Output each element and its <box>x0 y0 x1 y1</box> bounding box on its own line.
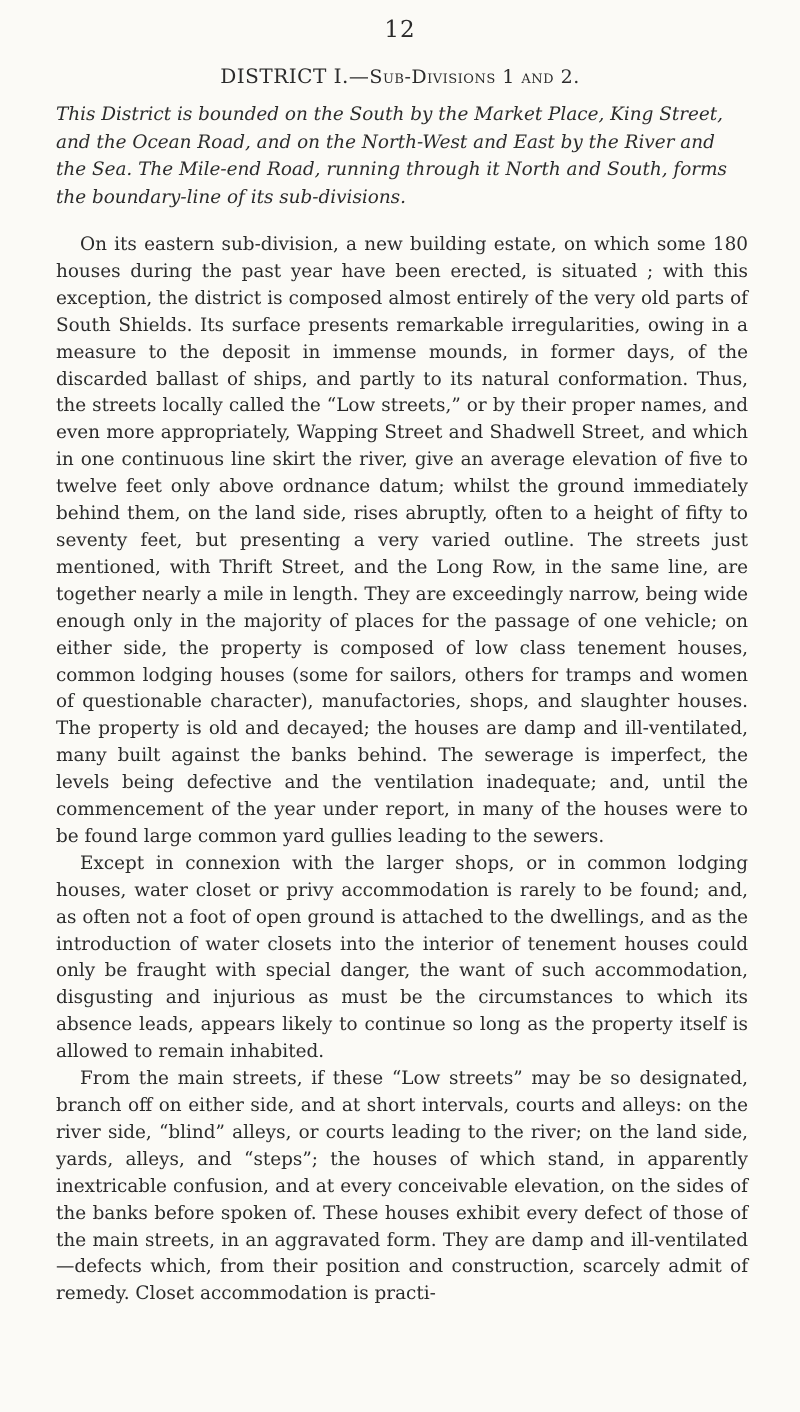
body-text <box>56 232 748 1308</box>
page-number: 12 <box>384 17 416 43</box>
heading-dash: — <box>348 64 370 88</box>
subdivisions-title: Sub-Divisions 1 and 2. <box>369 66 580 88</box>
paragraph: Except in connexion with the larger shops, or in common lodging houses, water closet or privy accommodation is rarely to be found; and, as often not a foot of open ground is attached to the dwellings, and as the introduction of water closets into the interior of tenement houses could only be fraught with special danger, the want of such accommodation, disgusting and injurious as must be the circumstances to which its absence leads, appears likely to continue so long as the property itself is allowed to remain inhabited. <box>56 852 748 1063</box>
district-boundaries: This District is bounded on the South by the Market Place, King Street, and the Ocean Road, and on the North-West and East by the River and the Sea. The Mile-end Road, running through it North and South, forms the boundary-line of its sub-divisions. <box>56 104 727 208</box>
district-title: DISTRICT I. <box>220 64 349 88</box>
paragraph: From the main streets, if these “Low streets” may be so designated, branch off on either side, and at short intervals, courts and alleys: on the river side, “blind” alleys, or courts leading to the river; on the land side, yards, alleys, and “steps”; the houses of which stand, in apparently inextricable confusion, and at every conceivable elevation, on the sides of the banks before spoken of. These houses exhibit every defect of those of the main streets, in an aggravated form. They are damp and ill-ventilated—defects which, from their position and construction, scarcely admit of remedy. Closet accommodation is practi- <box>56 1068 748 1305</box>
paragraph: On its eastern sub-division, a new building estate, on which some 180 houses during the past year have been erected, is situated ; with this exception, the district is composed almost entirely of the very old parts of South Shields. Its surface presents remarkable irregularities, owing in a measure to the deposit in immense mounds, in former days, of the discarded ballast of ships, and partly to its natural conformation. Thus, the streets locally called the “Low streets,” or by their proper names, and even more appropriately, Wapping Street and Shadwell Street, and which in one continuous line skirt the river, give an average elevation of five to twelve feet only above ordnance datum; whilst the ground immediately behind them, on the land side, rises abruptly, often to a height of fifty to seventy feet, but presenting a very varied outline. The streets just mentioned, with Thrift Street, and the Long Row, in the same line, are together nearly a mile in length. They are exceedingly narrow, being wide enough only in the majority of places for the passage of one vehicle; on either side, the property is composed of low class tenement houses, common lodging houses (some for sailors, others for tramps and women of questionable character), manufactories, shops, and slaughter houses. The property is old and decayed; the houses are damp and ill-ventilated, many built against the banks behind. The sewerage is imperfect, the levels being defective and the ventilation inadequate; and, until the commencement of the year under report, in many of the houses were to be found large common yard gullies leading to the sewers. <box>56 234 748 847</box>
district-heading <box>0 64 800 88</box>
